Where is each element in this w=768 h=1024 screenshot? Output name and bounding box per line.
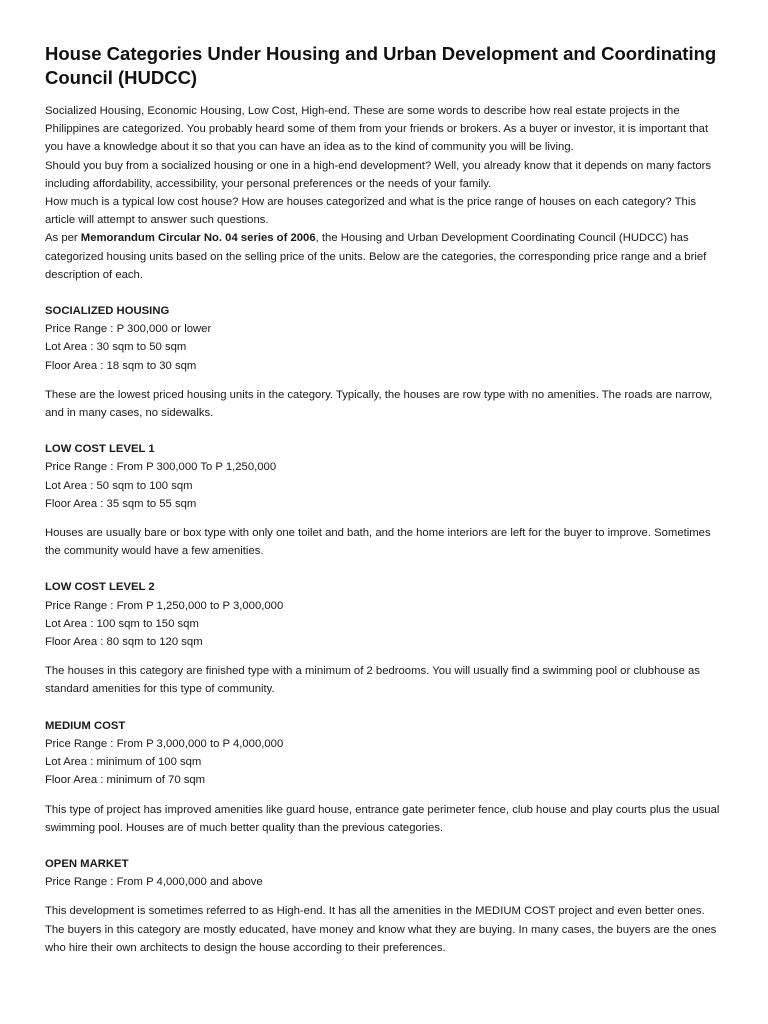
section-open-market: [45, 855, 725, 957]
floor-area: Floor Area : minimum of 70 sqm: [45, 774, 206, 787]
price-range: Price Range : P 300,000 or lower: [45, 323, 212, 336]
lot-area: Lot Area : 30 sqm to 50 sqm: [45, 341, 187, 354]
price-range: Price Range : From P 4,000,000 and above: [45, 876, 263, 889]
intro-paragraph-3: How much is a typical low cost house? How are houses categorized and what is the price range of houses on each category? This article will attempt to answer such questions.: [45, 196, 696, 227]
price-range: Price Range : From P 3,000,000 to P 4,000,000: [45, 737, 284, 750]
lot-area: Lot Area : minimum of 100 sqm: [45, 756, 202, 769]
section-low-cost-level-2: [45, 578, 725, 698]
intro-block: [45, 102, 725, 284]
price-range: Price Range : From P 300,000 To P 1,250,000: [45, 461, 277, 474]
section-heading: MEDIUM COST: [45, 719, 126, 732]
section-heading: LOW COST LEVEL 1: [45, 443, 155, 456]
section-description: This development is sometimes referred to as High-end. It has all the amenities in the MEDIUM COST project and even better ones. The buyers in this category are mostly educated, have money and know what they are buying. In many cases, the buyers are the ones who hire their own architects to design the house according to their preferences.: [45, 905, 717, 954]
floor-area: Floor Area : 35 sqm to 55 sqm: [45, 497, 197, 510]
section-low-cost-level-1: [45, 440, 725, 560]
document-page: [45, 42, 725, 975]
section-description: This type of project has improved amenities like guard house, entrance gate perimeter fence, club house and play courts plus the usual swimming pool. Houses are of much better quality than the previous categories.: [45, 803, 720, 834]
section-heading: OPEN MARKET: [45, 857, 129, 870]
section-medium-cost: [45, 717, 725, 837]
section-heading: SOCIALIZED HOUSING: [45, 305, 170, 318]
floor-area: Floor Area : 80 sqm to 120 sqm: [45, 636, 203, 649]
section-description: These are the lowest priced housing units in the category. Typically, the houses are row type with no amenities. The roads are narrow, and in many cases, no sidewalks.: [45, 388, 713, 420]
floor-area: Floor Area : 18 sqm to 30 sqm: [45, 359, 197, 372]
price-range: Price Range : From P 1,250,000 to P 3,000,000: [45, 599, 284, 612]
intro-p4-suffix: , the Housing and Urban Development Coordinating Council (HUDCC) has categorized housing units based on the selling price of the units. Below are the categories, the corresponding price range and a brief description of each.: [45, 232, 707, 281]
lot-area: Lot Area : 50 sqm to 100 sqm: [45, 479, 193, 492]
intro-paragraph-2: Should you buy from a socialized housing or one in a high-end development? Well, you already know that it depends on many factors including affordability, accessibility, your personal preferences or the needs of your family.: [45, 159, 712, 190]
section-description: The houses in this category are finished type with a minimum of 2 bedrooms. You will usually find a swimming pool or clubhouse as standard amenities for this type of community.: [45, 665, 700, 696]
section-heading: LOW COST LEVEL 2: [45, 581, 155, 594]
memorandum-reference: Memorandum Circular No. 04 series of 2006: [80, 232, 316, 245]
intro-paragraph-4: [45, 229, 725, 284]
intro-paragraph-1: Socialized Housing, Economic Housing, Low Cost, High-end. These are some words to describe how real estate projects in the Philippines are categorized. You probably heard some of them from your friends or brokers. As a buyer or investor, it is important that you have a knowledge about it so that you can have an idea as to the kind of community you will be living.: [45, 105, 709, 154]
section-socialized-housing: [45, 302, 725, 422]
lot-area: Lot Area : 100 sqm to 150 sqm: [45, 617, 199, 630]
section-description: Houses are usually bare or box type with only one toilet and bath, and the home interiors are left for the buyer to improve. Sometimes the community would have a few amenities.: [45, 527, 711, 558]
page-title: House Categories Under Housing and Urban Development and Coordinating Council (HUDCC): [45, 43, 717, 88]
intro-p4-prefix: As per: [45, 232, 81, 245]
